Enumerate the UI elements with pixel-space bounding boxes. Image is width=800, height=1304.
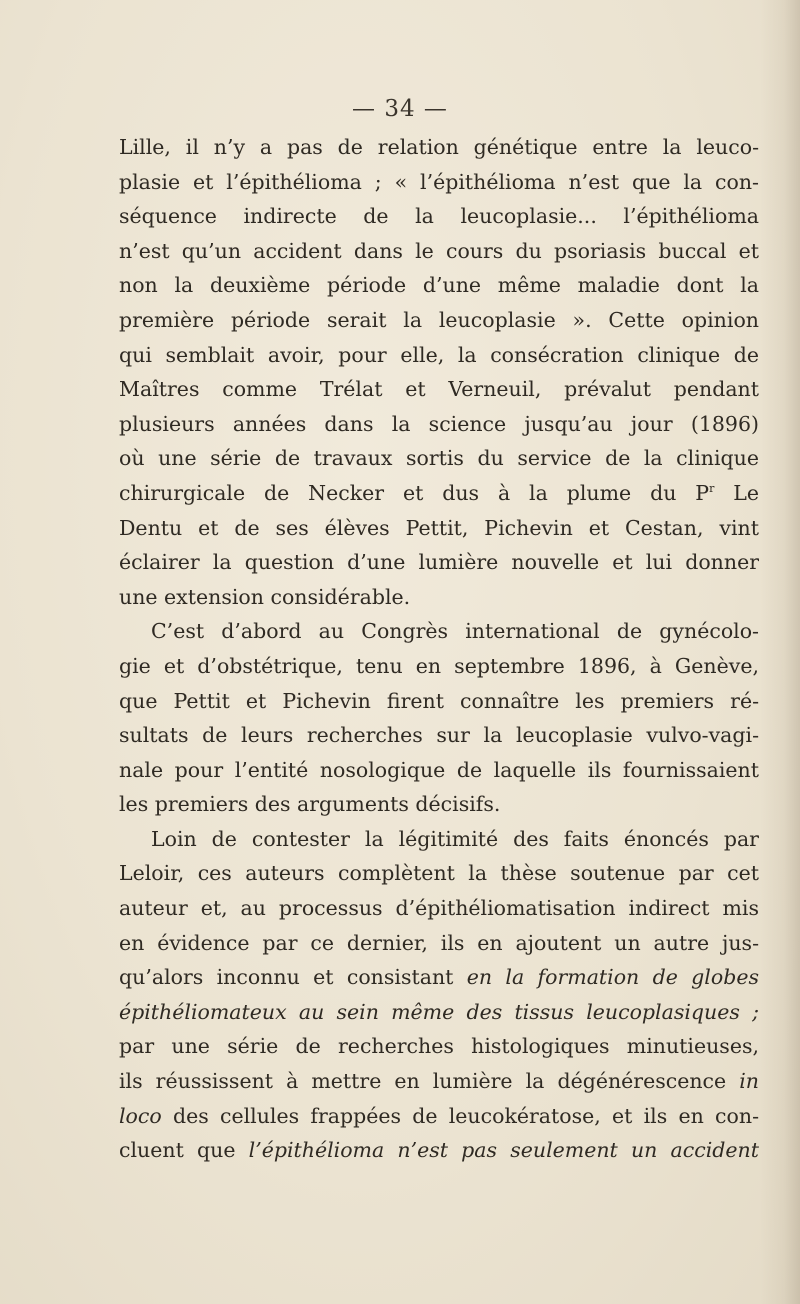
- text-fragment: cluent que: [119, 1138, 249, 1163]
- text-line: [119, 960, 759, 995]
- text-line: sultats de leurs recherches sur la leucoplasie vulvo-vagi-: [119, 723, 759, 748]
- text-line: séquence indirecte de la leucoplasie... l’épithélioma: [119, 204, 759, 229]
- text-line: C’est d’abord au Congrès international de gynécolo-: [151, 619, 759, 644]
- text-line: éclairer la question d’une lumière nouvelle et lui donner: [119, 550, 759, 575]
- text-line: [119, 1064, 759, 1099]
- page-number: — 34 —: [352, 96, 448, 122]
- text-fragment: ils réussissent à mettre en lumière la dégénérescence: [119, 1069, 727, 1094]
- paragraph-3: [119, 822, 759, 1168]
- text-line: auteur et, au processus d’épithéliomatisation indirect mis: [119, 896, 759, 921]
- text-line: plusieurs années dans la science jusqu’au jour (1896): [119, 411, 759, 436]
- text-line: Dentu et de ses élèves Pettit, Pichevin et Cestan, vint: [119, 515, 759, 540]
- text-line: gie et d’obstétrique, tenu en septembre 1896, à Genève,: [119, 653, 759, 678]
- text-fragment: des cellules frappées de leucokératose, et ils en con-: [161, 1103, 759, 1128]
- text-line: non la deuxième période d’une même maladie dont la: [119, 273, 759, 298]
- italic-text: épithéliomateux au sein même des tissus leucoplasiques ;: [119, 999, 759, 1024]
- text-line: que Pettit et Pichevin firent connaître les premiers ré-: [119, 688, 759, 713]
- text-line: plasie et l’épithélioma ; « l’épithélioma n’est que la con-: [119, 169, 759, 194]
- text-line: Loin de contester la légitimité des faits énoncés par: [151, 826, 759, 851]
- text-line: Leloir, ces auteurs complètent la thèse soutenue par cet: [119, 861, 759, 886]
- text-line: [119, 476, 759, 511]
- text-line: Lille, il n’y a pas de relation génétique entre la leuco-: [119, 135, 759, 159]
- text-line: [119, 995, 759, 1030]
- text-line: où une série de travaux sortis du service de la clinique: [119, 446, 759, 471]
- superscript-r: r: [709, 482, 715, 496]
- text-line: première période serait la leucoplasie ». Cette opinion: [119, 307, 759, 332]
- text-line: une extension considérable.: [119, 584, 411, 609]
- italic-text: loco: [119, 1103, 162, 1128]
- page-edge-shadow: [760, 0, 800, 1304]
- text-fragment: Le: [714, 480, 759, 505]
- text-line: qui semblait avoir, pour elle, la consécration clinique de: [119, 342, 759, 367]
- text-line: Maîtres comme Trélat et Verneuil, prévalut pendant: [119, 377, 759, 402]
- text-fragment: qu’alors inconnu et consistant: [119, 965, 454, 990]
- text-line: nale pour l’entité nosologique de laquelle ils fournissaient: [119, 757, 759, 782]
- paragraph-1: [119, 130, 759, 614]
- paragraph-2: [119, 614, 759, 822]
- text-line: [119, 1099, 759, 1134]
- text-fragment: chirurgicale de Necker et dus à la plume du P: [119, 480, 710, 505]
- text-line: par une série de recherches histologiques minutieuses,: [119, 1034, 759, 1059]
- italic-text: in: [739, 1069, 759, 1094]
- italic-text: en la formation de globes: [466, 965, 759, 990]
- text-line: en évidence par ce dernier, ils en ajoutent un autre jus-: [119, 930, 759, 955]
- text-line: les premiers des arguments décisifs.: [119, 792, 501, 817]
- text-line: n’est qu’un accident dans le cours du psoriasis buccal et: [119, 238, 759, 263]
- text-line: [119, 1133, 759, 1168]
- italic-text: l’épithélioma n’est pas seulement un accident: [248, 1138, 759, 1163]
- body-text: [119, 130, 759, 1168]
